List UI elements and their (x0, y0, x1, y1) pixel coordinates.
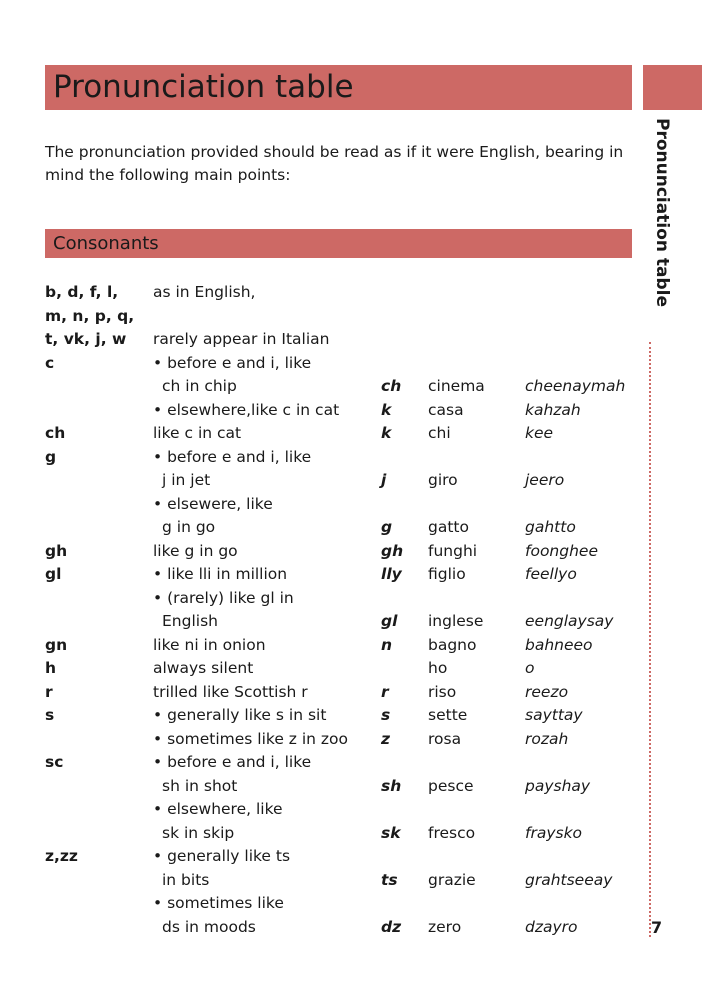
table-row (0, 375, 640, 399)
pronunciation-description: • before e and i, like (153, 753, 312, 771)
pronunciation-description: like ni in onion (153, 635, 266, 654)
example-pronunciation: dzayro (525, 917, 578, 936)
example-pronunciation: payshay (525, 776, 591, 795)
consonant-letter: gh (45, 541, 68, 560)
phonetic-symbol: s (381, 706, 391, 724)
example-word: fresco (428, 823, 476, 842)
consonant-letter: t, vk, j, w (45, 330, 127, 348)
table-row (0, 493, 640, 517)
example-word: rosa (428, 729, 462, 748)
consonant-letter: s (45, 706, 55, 724)
table-row (0, 281, 640, 305)
example-pronunciation: grahtseeay (525, 870, 613, 889)
pronunciation-description: ds in moods (162, 917, 256, 936)
pronunciation-description: • generally like s in sit (153, 706, 327, 724)
table-row (0, 751, 640, 775)
consonant-letter: gn (45, 635, 68, 654)
table-row (0, 657, 640, 681)
consonant-letter: b, d, f, l, (45, 283, 119, 301)
phonetic-symbol: j (381, 471, 387, 489)
consonant-letter: ch (45, 424, 66, 442)
pronunciation-description: rarely appear in Italian (153, 330, 330, 348)
table-row (0, 563, 640, 587)
example-word: figlio (428, 565, 466, 583)
consonant-letter: sc (45, 753, 64, 771)
pronunciation-description: ch in chip (162, 377, 237, 395)
example-word: inglese (428, 612, 484, 630)
table-row (0, 399, 640, 423)
example-pronunciation: reezo (525, 682, 569, 701)
phonetic-symbol: g (381, 518, 393, 536)
pronunciation-description: • sometimes like z in zoo (153, 729, 349, 748)
example-pronunciation: feellyo (525, 565, 577, 583)
example-word: chi (428, 424, 451, 442)
table-row (0, 634, 640, 658)
example-pronunciation: foonghee (525, 541, 598, 560)
pronunciation-description: sh in shot (162, 776, 238, 795)
phonetic-symbol: ts (381, 870, 398, 889)
consonant-letter: m, n, p, q, (45, 306, 135, 325)
table-row (0, 540, 640, 564)
phonetic-symbol: lly (381, 565, 402, 583)
intro-paragraph: The pronunciation provided should be read as if it were English, bearing in mind the following main points: (45, 143, 624, 184)
pronunciation-description: like c in cat (153, 424, 242, 442)
phonetic-symbol: r (381, 682, 389, 701)
pronunciation-description: • before e and i, like (153, 353, 312, 372)
pronunciation-description: trilled like Scottish r (153, 682, 308, 701)
table-row (0, 916, 640, 940)
example-word: gatto (428, 518, 469, 536)
table-row (0, 587, 640, 611)
example-word: casa (428, 400, 464, 419)
example-word: grazie (428, 870, 476, 889)
phonetic-symbol: n (381, 635, 393, 654)
table-row (0, 798, 640, 822)
example-word: cinema (428, 377, 485, 395)
example-pronunciation: cheenaymah (525, 377, 626, 395)
pronunciation-description: • elsewhere, like (153, 800, 283, 818)
example-word: ho (428, 659, 448, 677)
pronunciation-description: as in English, (153, 283, 256, 301)
phonetic-symbol: ch (381, 377, 402, 395)
pronunciation-description: • sometimes like (153, 894, 284, 912)
phonetic-symbol: z (381, 729, 391, 748)
consonant-letter: gl (45, 565, 62, 583)
side-tab-marker (643, 65, 702, 110)
table-row (0, 775, 640, 799)
example-word: giro (428, 471, 458, 489)
consonant-letter: z,zz (45, 847, 78, 865)
pronunciation-description: English (162, 612, 218, 630)
example-pronunciation: bahneeo (525, 635, 593, 654)
table-row (0, 704, 640, 728)
table-row (0, 822, 640, 846)
pronunciation-description: in bits (162, 870, 210, 889)
table-row (0, 516, 640, 540)
section-heading: Consonants (45, 229, 632, 258)
table-row (0, 869, 640, 893)
table-row (0, 328, 640, 352)
pronunciation-description: j in jet (162, 471, 211, 489)
consonant-letter: g (45, 447, 57, 466)
table-row (0, 892, 640, 916)
dotted-divider (649, 342, 651, 937)
example-word: sette (428, 706, 468, 724)
phonetic-symbol: dz (381, 917, 402, 936)
pronunciation-description: always silent (153, 659, 254, 677)
phonetic-symbol: sk (381, 823, 401, 842)
pronunciation-description: • before e and i, like (153, 447, 312, 466)
example-pronunciation: o (525, 659, 535, 677)
example-pronunciation: eenglaysay (525, 612, 614, 630)
pronunciation-description: g in go (162, 518, 216, 536)
phonetic-symbol: gl (381, 612, 398, 630)
page-number: 7 (651, 918, 663, 937)
example-pronunciation: gahtto (525, 518, 576, 536)
example-word: riso (428, 682, 457, 701)
example-pronunciation: sayttay (525, 706, 583, 724)
table-row (0, 422, 640, 446)
pronunciation-description: • (rarely) like gl in (153, 588, 294, 607)
pronunciation-description: • generally like ts (153, 847, 291, 865)
table-row (0, 681, 640, 705)
page-title: Pronunciation table (45, 65, 632, 110)
table-row (0, 446, 640, 470)
table-row (0, 610, 640, 634)
pronunciation-description: • elsewhere,like c in cat (153, 400, 340, 419)
example-word: pesce (428, 776, 474, 795)
phonetic-symbol: sh (381, 776, 402, 795)
pronunciation-description: sk in skip (162, 823, 235, 842)
table-row (0, 469, 640, 493)
side-title: Pronunciation table (652, 118, 672, 307)
example-pronunciation: jeero (525, 471, 565, 489)
example-pronunciation: kahzah (525, 400, 581, 419)
example-pronunciation: fraysko (525, 823, 583, 842)
pronunciation-description: • elsewere, like (153, 494, 273, 513)
consonant-letter: r (45, 682, 53, 701)
consonant-letter: h (45, 659, 57, 677)
example-pronunciation: rozah (525, 729, 569, 748)
pronunciation-description: • like lli in million (153, 565, 288, 583)
table-row (0, 305, 640, 329)
phonetic-symbol: k (381, 400, 392, 419)
example-word: funghi (428, 541, 478, 560)
example-word: bagno (428, 635, 477, 654)
example-pronunciation: kee (525, 424, 554, 442)
consonant-letter: c (45, 353, 55, 372)
table-row (0, 845, 640, 869)
pronunciation-description: like g in go (153, 541, 238, 560)
phonetic-symbol: k (381, 424, 392, 442)
example-word: zero (428, 917, 462, 936)
phonetic-symbol: gh (381, 541, 404, 560)
table-row (0, 352, 640, 376)
table-row (0, 728, 640, 752)
